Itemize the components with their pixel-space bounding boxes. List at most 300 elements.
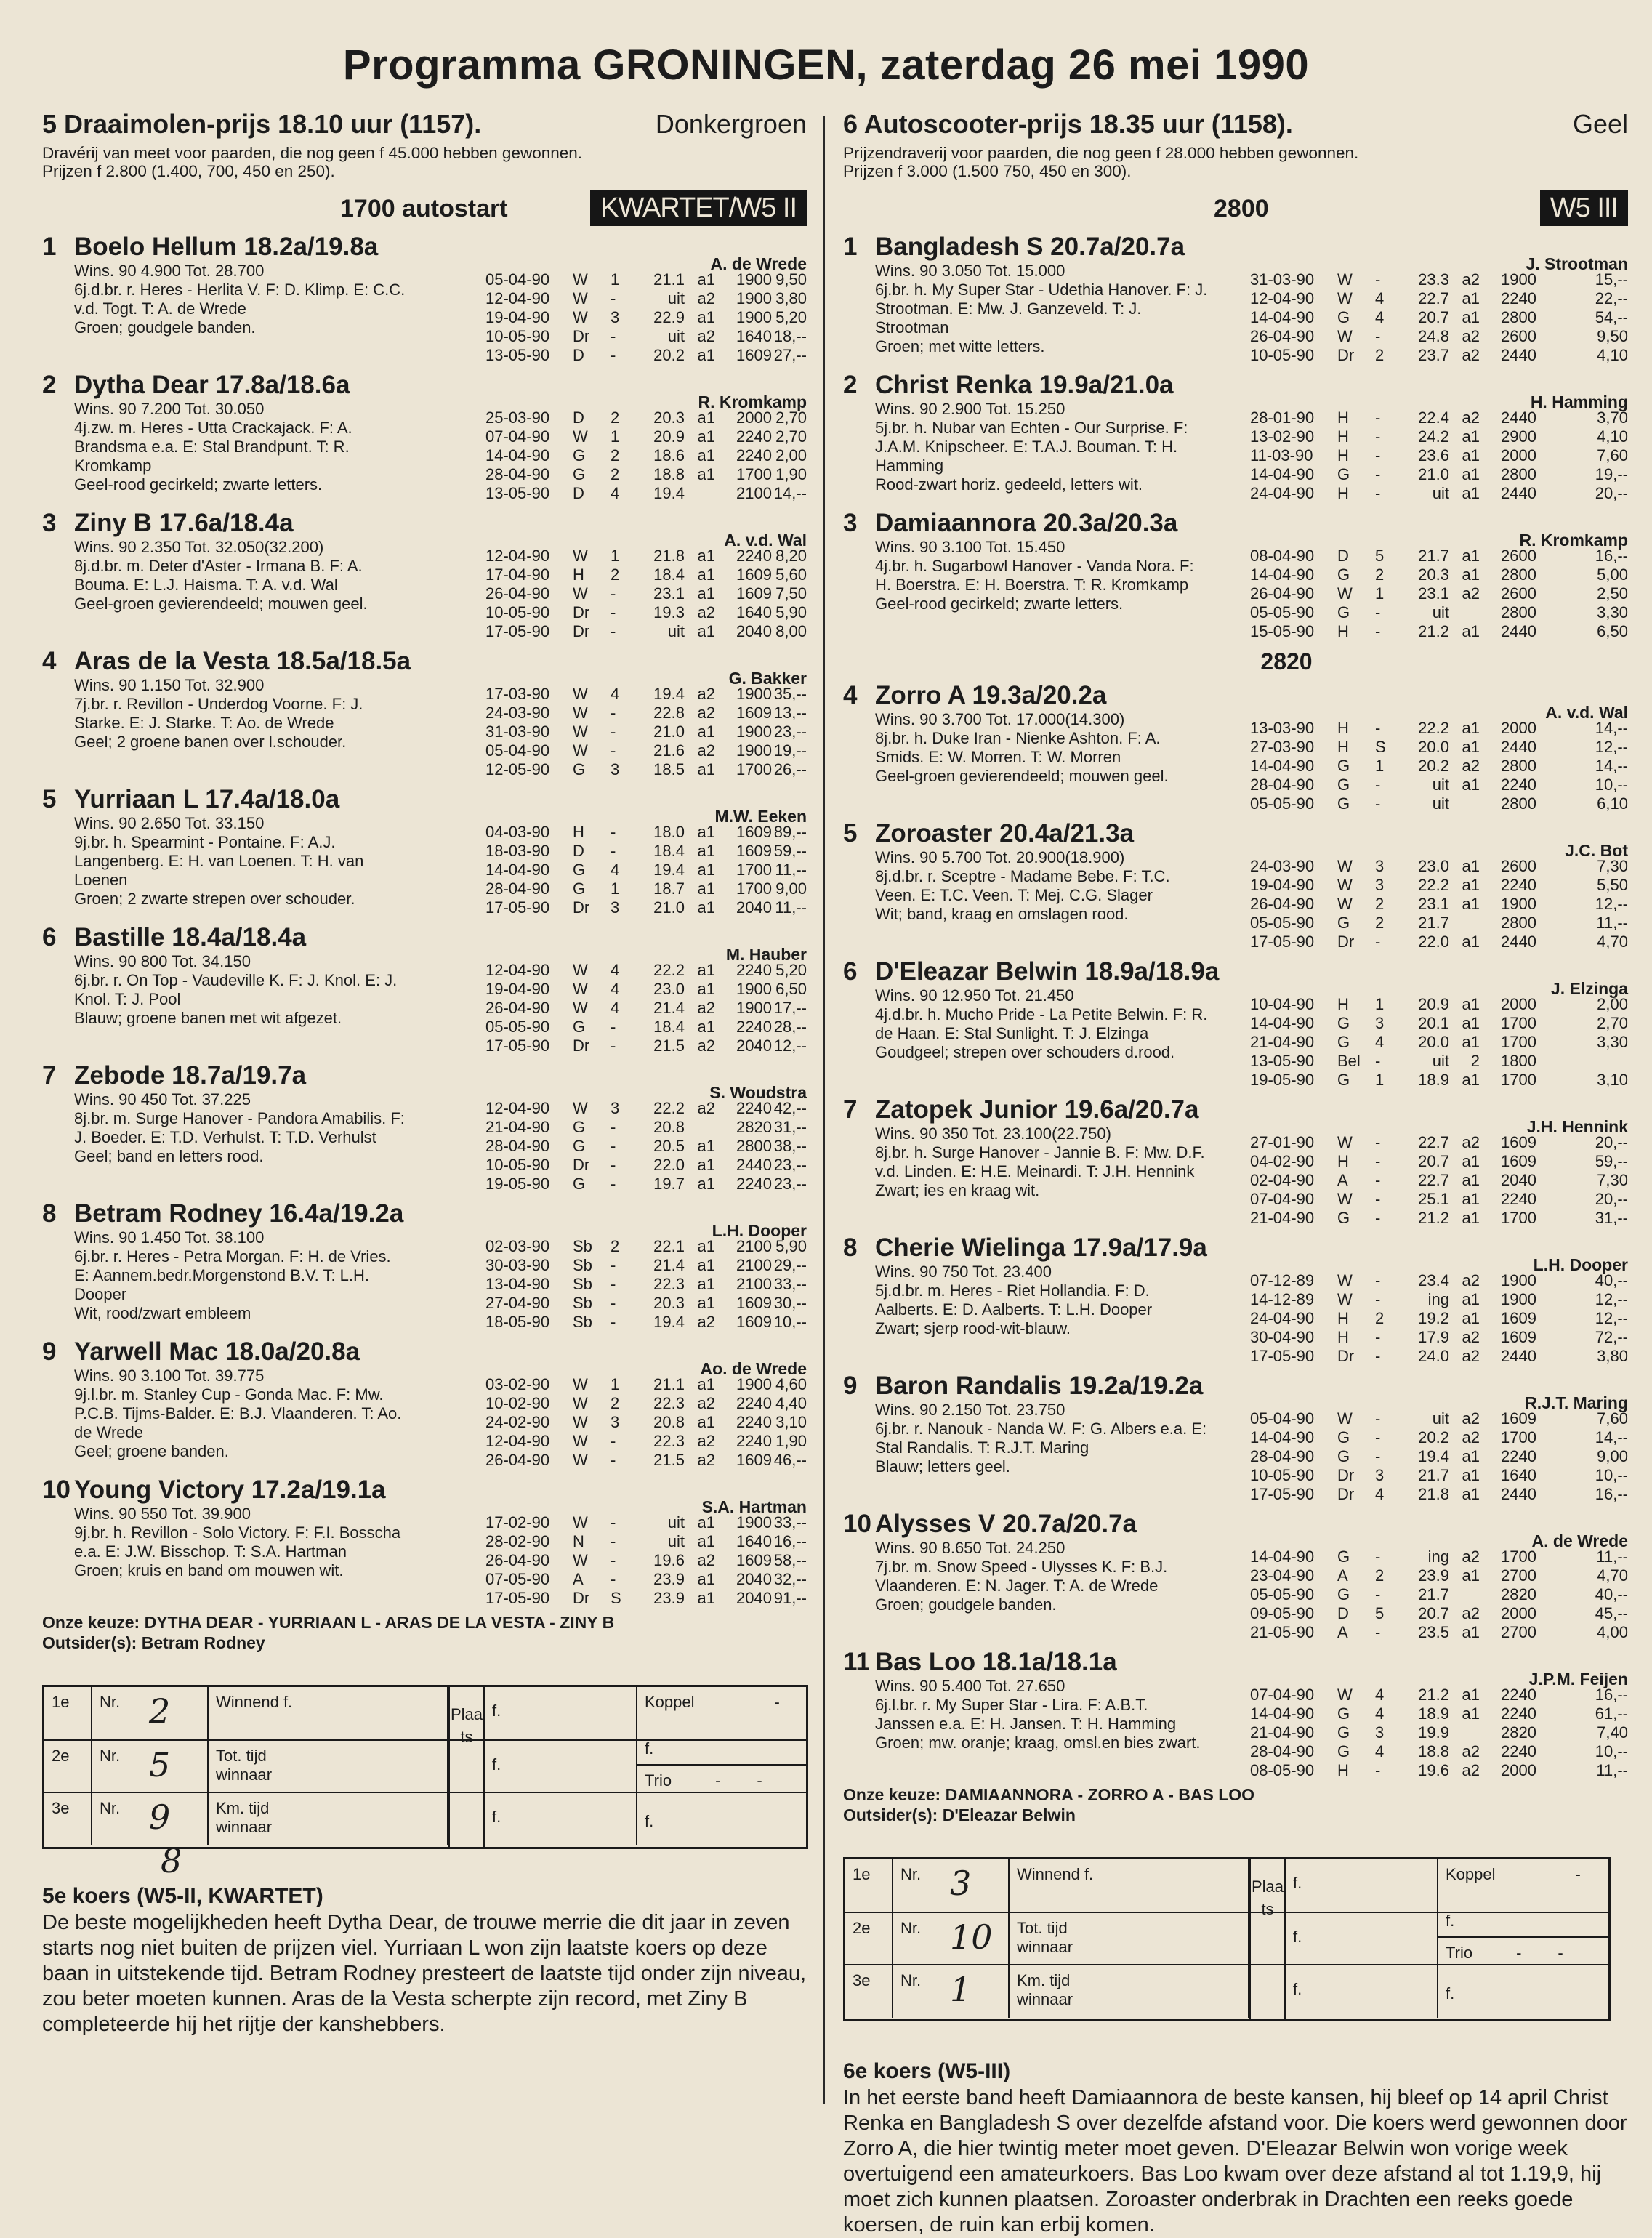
run-start: a1 <box>1462 876 1480 894</box>
page-title: Programma GRONINGEN, zaterdag 26 mei 1990 <box>342 41 1310 89</box>
run-start: a1 <box>1462 1152 1480 1170</box>
horse-details <box>42 1366 485 1470</box>
run-date: 12-04-90 <box>485 289 550 307</box>
run-date: 19-04-90 <box>485 308 550 326</box>
run-place: - <box>611 1313 616 1331</box>
run-place: - <box>1375 408 1381 427</box>
race-prizes: Prijzen f 2.800 (1.400, 700, 450 en 250). <box>42 162 335 180</box>
run-time: 20.9 <box>1418 995 1449 1013</box>
run-odds: 19,-- <box>773 741 807 760</box>
run-place: - <box>1375 1271 1381 1289</box>
run-row <box>485 1256 807 1275</box>
run-start: a1 <box>1462 446 1480 464</box>
run-odds: 16,-- <box>1595 547 1628 565</box>
plaats-f-cell[interactable] <box>485 1687 637 1739</box>
run-place: 1 <box>1375 584 1385 603</box>
run-row <box>1250 1604 1628 1623</box>
run-place: 1 <box>1375 1071 1385 1089</box>
run-time: 21.5 <box>653 1037 685 1055</box>
run-date: 11-03-90 <box>1250 446 1313 464</box>
run-start: a2 <box>697 289 715 307</box>
run-row <box>1250 446 1628 465</box>
run-time: 23.0 <box>653 980 685 998</box>
detail-line: 5j.br. h. Nubar van Echten - Our Surprise. F: <box>875 419 1188 437</box>
run-start: a1 <box>1462 1447 1480 1465</box>
run-place: - <box>611 1451 616 1469</box>
run-date: 17-02-90 <box>485 1513 550 1531</box>
horse-list <box>42 233 807 1608</box>
run-odds: 2,00 <box>775 446 807 464</box>
run-row <box>1250 1428 1628 1447</box>
run-odds: 20,-- <box>1595 484 1628 502</box>
run-row <box>485 584 807 603</box>
run-start: a2 <box>697 741 715 760</box>
run-time: 21.7 <box>1418 914 1449 932</box>
run-time: uit <box>1432 794 1449 813</box>
detail-line: 8j.d.br. m. Deter d'Aster - Irmana B. F: A. <box>74 557 363 575</box>
run-start: a1 <box>697 270 715 289</box>
result-label-1: Km. tijd <box>1017 1971 1071 1989</box>
recent-runs <box>1250 1133 1628 1228</box>
run-time: 19.4 <box>1418 1447 1449 1465</box>
run-track: D <box>1337 547 1349 565</box>
horse-entry <box>843 1095 1628 1228</box>
run-row <box>1250 484 1628 503</box>
run-odds: 59,-- <box>1595 1152 1628 1170</box>
run-track: H <box>1337 1761 1349 1779</box>
run-start: a1 <box>697 1137 715 1155</box>
run-time: 21.2 <box>1418 622 1449 640</box>
run-date: 05-04-90 <box>485 741 550 760</box>
race-color: Donkergroen <box>655 109 807 139</box>
plaats-f-cell[interactable] <box>1286 1913 1438 1965</box>
horse-header <box>42 1061 807 1090</box>
run-distance: 2100 <box>736 484 772 502</box>
trio-cell[interactable] <box>1438 1938 1608 2019</box>
result-label-cell <box>1010 1913 1249 1965</box>
detail-line: J. Boeder. E: T.D. Verhulst. T: T.D. Verhulst <box>74 1128 376 1146</box>
f-label: f. <box>492 1755 501 1774</box>
run-start: a1 <box>1462 1171 1480 1189</box>
run-time: 22.3 <box>653 1432 685 1450</box>
run-time: 20.5 <box>653 1137 685 1155</box>
run-place: - <box>1375 622 1381 640</box>
run-place: 4 <box>1375 289 1385 307</box>
detail-line: 5j.d.br. m. Heres - Riet Hollandia. F: D. <box>875 1281 1150 1300</box>
horse-number: 4 <box>42 647 57 675</box>
dash: - <box>774 1693 780 1711</box>
race-color: Geel <box>1572 109 1628 139</box>
recent-runs <box>1250 1409 1628 1504</box>
run-place: - <box>1375 933 1381 951</box>
run-distance: 1609 <box>736 1294 772 1312</box>
run-time: 21.6 <box>653 741 685 760</box>
commentary-text: De beste mogelijkheden heeft Dytha Dear, de trouwe merrie die dit jaar in zeven starts nog niet buiten de prijzen viel. Yurriaan L won zijn laatste koers op deze baan in uitstekende tijd. Betram Rodney presteert de laatste tijd onder zijn niveau, zou beter moeten kunnen. Aras de la Vesta scherpte zijn record, met Ziny B completeerde hij het rijtje der kanshebbers. <box>42 1911 807 2036</box>
horse-body <box>42 538 807 641</box>
detail-line: 9j.l.br. m. Stanley Cup - Gonda Mac. F: Mw. <box>74 1385 384 1404</box>
run-track: W <box>573 1413 588 1431</box>
run-distance: 2240 <box>1501 1686 1536 1704</box>
handwritten-number: 2 <box>149 1691 171 1731</box>
run-start: a1 <box>1462 719 1480 737</box>
run-track: G <box>1337 914 1350 932</box>
horse-header <box>42 371 807 400</box>
run-time: 21.8 <box>1418 1485 1449 1503</box>
run-place: - <box>611 1570 616 1588</box>
horse-name: Zebode 18.7a/19.7a <box>74 1061 307 1090</box>
horse-name: Cherie Wielinga 17.9a/17.9a <box>875 1233 1207 1262</box>
run-time: 19.6 <box>1418 1761 1449 1779</box>
run-track: G <box>1337 1014 1350 1032</box>
run-date: 04-02-90 <box>1250 1152 1315 1170</box>
run-track: W <box>573 999 588 1017</box>
race-description <box>42 144 807 180</box>
plaats-f-cell[interactable] <box>485 1741 637 1793</box>
run-start: a1 <box>1462 1623 1480 1641</box>
run-start: a2 <box>1462 1604 1480 1622</box>
detail-line: Kromkamp <box>74 456 152 475</box>
detail-line: Geel-groen gevierendeeld; mouwen geel. <box>875 767 1169 785</box>
run-odds: 10,-- <box>1595 1742 1628 1760</box>
run-date: 21-04-90 <box>1250 1209 1315 1227</box>
run-time: 20.1 <box>1418 1014 1449 1032</box>
run-track: G <box>573 446 586 464</box>
horse-entry <box>843 233 1628 365</box>
run-track: G <box>573 861 586 879</box>
run-start: a1 <box>1462 565 1480 584</box>
run-distance: 2040 <box>736 1570 772 1588</box>
horse-entry <box>42 233 807 365</box>
trio-cell[interactable] <box>637 1766 806 1847</box>
run-odds: 12,-- <box>773 1037 807 1055</box>
run-distance: 2600 <box>1501 547 1536 565</box>
run-odds: 3,80 <box>1597 1347 1628 1365</box>
run-track: G <box>573 879 586 898</box>
run-track: W <box>573 980 588 998</box>
horse-name: Damiaannora 20.3a/20.3a <box>875 509 1178 537</box>
run-date: 17-05-90 <box>485 1589 550 1607</box>
run-odds: 5,90 <box>775 603 807 621</box>
run-time: 23.4 <box>1418 1271 1449 1289</box>
run-place: 5 <box>1375 1604 1385 1622</box>
horse-details <box>843 538 1250 641</box>
run-odds: 59,-- <box>773 842 807 860</box>
horse-driver: R.J.T. Maring <box>1525 1393 1628 1412</box>
run-date: 28-04-90 <box>1250 1742 1315 1760</box>
run-start: a1 <box>1462 622 1480 640</box>
run-place: 4 <box>611 861 620 879</box>
run-row <box>1250 876 1628 895</box>
run-date: 09-05-90 <box>1250 1604 1315 1622</box>
run-track: W <box>573 289 588 307</box>
run-date: 02-03-90 <box>485 1237 550 1255</box>
run-odds: 23,-- <box>773 1175 807 1193</box>
run-start <box>685 484 715 503</box>
recent-runs <box>485 823 807 917</box>
result-place-label: 1e <box>44 1687 92 1739</box>
result-nr-field[interactable] <box>92 1687 209 1739</box>
run-track: H <box>1337 995 1349 1013</box>
run-track: D <box>573 484 584 502</box>
run-track: W <box>573 1099 588 1117</box>
run-row <box>1250 1485 1628 1504</box>
result-nr-field[interactable] <box>893 1913 1010 1965</box>
horse-number: 1 <box>42 233 57 261</box>
horse-name: Bas Loo 18.1a/18.1a <box>875 1648 1117 1676</box>
run-time: 22.0 <box>653 1156 685 1174</box>
run-place: - <box>611 1137 616 1155</box>
detail-line: Wins. 90 1.150 Tot. 32.900 <box>74 676 265 694</box>
run-start: a1 <box>1462 427 1480 446</box>
nr-label: Nr. <box>900 1971 922 1989</box>
run-date: 18-03-90 <box>485 842 550 860</box>
run-time: 20.0 <box>1418 1033 1449 1051</box>
recent-runs <box>485 408 807 503</box>
run-odds: 3,70 <box>1597 408 1628 427</box>
detail-line: Wins. 90 5.400 Tot. 27.650 <box>875 1677 1065 1695</box>
run-time: 20.8 <box>653 1413 685 1431</box>
run-row <box>1250 794 1628 813</box>
run-date: 13-03-90 <box>1250 719 1315 737</box>
result-label-2: winnaar <box>216 1766 273 1784</box>
run-start: a1 <box>1462 1290 1480 1308</box>
run-distance: 1609 <box>736 704 772 722</box>
run-row <box>485 980 807 999</box>
horse-name: Bastille 18.4a/18.4a <box>74 923 307 951</box>
run-time: uit <box>667 1532 685 1550</box>
run-start: a1 <box>697 1513 715 1531</box>
run-distance: 2440 <box>1501 346 1536 364</box>
result-nr-field[interactable] <box>893 1859 1010 1912</box>
detail-line: v.d. Linden. E: H.E. Meinardi. T: J.H. Hennink <box>875 1162 1195 1180</box>
result-label-2: winnaar <box>1017 1938 1073 1956</box>
run-odds: 10,-- <box>773 1313 807 1331</box>
run-date: 25-03-90 <box>485 408 550 427</box>
run-odds: 12,-- <box>1595 895 1628 913</box>
horse-body <box>843 400 1628 503</box>
run-date: 17-05-90 <box>485 622 550 640</box>
run-track: H <box>1337 622 1349 640</box>
run-date: 05-05-90 <box>1250 603 1315 621</box>
run-track: H <box>1337 484 1349 502</box>
run-date: 27-01-90 <box>1250 1133 1315 1151</box>
plaats-f-cell[interactable] <box>1286 1859 1438 1912</box>
run-place: - <box>1375 270 1381 289</box>
run-odds: 54,-- <box>1595 308 1628 326</box>
run-distance: 1609 <box>1501 1152 1536 1170</box>
run-start: a1 <box>697 1018 715 1036</box>
distance-row <box>843 186 1628 227</box>
horse-name: Yurriaan L 17.4a/18.0a <box>74 785 340 813</box>
horse-name: Zorro A 19.3a/20.2a <box>875 681 1107 709</box>
horse-driver: R. Kromkamp <box>1519 531 1628 550</box>
koppel-f: f. <box>1446 1912 1455 1930</box>
run-date: 19-05-90 <box>485 1175 550 1193</box>
run-date: 12-04-90 <box>485 547 550 565</box>
run-place: - <box>611 622 616 640</box>
run-place: 3 <box>1375 1466 1385 1484</box>
trio-label <box>1446 1944 1601 1963</box>
run-odds: 6,50 <box>1597 622 1628 640</box>
horse-body <box>42 1505 807 1608</box>
run-odds: 11,-- <box>1596 1547 1628 1566</box>
run-start: a1 <box>697 842 715 860</box>
run-place: - <box>611 1513 616 1531</box>
result-label-1: Tot. tijd <box>1017 1919 1068 1937</box>
run-start: a2 <box>697 1551 715 1569</box>
run-odds: 23,-- <box>773 1156 807 1174</box>
run-date: 23-04-90 <box>1250 1566 1315 1585</box>
horse-details <box>42 1090 485 1194</box>
run-track: Dr <box>573 1156 590 1174</box>
horse-driver: A. de Wrede <box>1531 1531 1628 1550</box>
run-time: 20.7 <box>1418 1604 1449 1622</box>
run-date: 27-04-90 <box>485 1294 550 1312</box>
race-prizes: Prijzen f 3.000 (1.500 750, 450 en 300). <box>843 162 1132 180</box>
horse-driver: M. Hauber <box>725 945 807 964</box>
run-odds: 89,-- <box>773 823 807 841</box>
horse-name: Yarwell Mac 18.0a/20.8a <box>74 1337 360 1366</box>
detail-line: Janssen e.a. E: H. Jansen. T: H. Hamming <box>875 1715 1177 1733</box>
run-start <box>1449 794 1480 813</box>
result-nr-field[interactable] <box>92 1793 209 1845</box>
detail-line: Veen. E: T.C. Veen. T: Mej. C.G. Slager <box>875 886 1153 904</box>
horse-driver: J.P.M. Feijen <box>1528 1670 1628 1688</box>
horse-entry <box>42 1476 807 1608</box>
nr-label: Nr. <box>100 1747 121 1765</box>
outsider-text: Outsider(s): Betram Rodney <box>42 1633 265 1652</box>
result-nr-field[interactable] <box>92 1741 209 1793</box>
recent-runs <box>485 1513 807 1608</box>
run-time: 18.7 <box>653 879 685 898</box>
dash: - <box>1558 1944 1563 1962</box>
f-label: f. <box>1293 1874 1302 1892</box>
run-date: 17-03-90 <box>485 685 550 703</box>
run-time: 21.0 <box>653 722 685 741</box>
run-time: 21.2 <box>1418 1209 1449 1227</box>
run-track: Dr <box>1337 346 1355 364</box>
trio-text: Trio <box>1446 1944 1473 1962</box>
horse-entry <box>42 1337 807 1470</box>
run-start: a1 <box>697 1256 715 1274</box>
run-track: H <box>1337 427 1349 446</box>
run-date: 10-05-90 <box>485 327 550 345</box>
run-track: Dr <box>1337 1466 1355 1484</box>
run-distance: 2100 <box>736 1256 772 1274</box>
trio-f: f. <box>1446 1984 1455 2002</box>
run-date: 31-03-90 <box>1250 270 1315 289</box>
result-nr-field[interactable] <box>893 1965 1010 2018</box>
handwritten-number: 3 <box>950 1864 972 1903</box>
run-row <box>1250 738 1628 757</box>
run-date: 26-04-90 <box>485 999 550 1017</box>
run-time: 21.1 <box>653 270 685 289</box>
run-distance: 1900 <box>736 1375 772 1393</box>
run-distance: 1640 <box>736 1532 772 1550</box>
run-odds: 9,00 <box>1597 1447 1628 1465</box>
detail-line: Groen; goudgele banden. <box>74 318 256 337</box>
detail-line: Bouma. E: L.J. Haisma. T: A. v.d. Wal <box>74 576 338 594</box>
horse-header <box>843 1233 1628 1263</box>
run-odds: 2,00 <box>1597 995 1628 1013</box>
horse-driver: J.C. Bot <box>1565 841 1628 860</box>
horse-body <box>42 400 807 503</box>
run-date: 28-01-90 <box>1250 408 1315 427</box>
plaats-f-cell[interactable] <box>1286 1965 1438 2018</box>
run-date: 05-05-90 <box>1250 794 1315 813</box>
run-distance: 2240 <box>736 1432 772 1450</box>
run-place: - <box>611 603 616 621</box>
detail-line: Groen; met witte letters. <box>875 337 1045 355</box>
run-start: a2 <box>1462 346 1480 364</box>
koppel-cell[interactable] <box>1438 1859 1608 1938</box>
run-odds: 14,-- <box>1595 719 1628 737</box>
run-date: 14-04-90 <box>1250 1547 1315 1566</box>
horse-body <box>42 1366 807 1470</box>
detail-line: Groen; goudgele banden. <box>875 1595 1057 1614</box>
detail-line: Geel-rood gecirkeld; zwarte letters. <box>74 475 323 494</box>
run-start: a1 <box>697 1156 715 1174</box>
run-distance: 2240 <box>1501 1704 1536 1723</box>
run-distance: 2040 <box>736 898 772 917</box>
run-track: G <box>573 1137 586 1155</box>
horse-name: Ziny B 17.6a/18.4a <box>74 509 294 537</box>
detail-line: Smids. E: W. Morren. T: W. Morren <box>875 748 1121 766</box>
run-date: 07-04-90 <box>1250 1190 1315 1208</box>
horse-number: 7 <box>843 1095 858 1124</box>
run-row <box>485 999 807 1018</box>
koppel-cell[interactable] <box>637 1687 806 1766</box>
horse-entry <box>42 371 807 503</box>
run-place: 2 <box>611 565 620 584</box>
run-track: W <box>573 547 588 565</box>
horse-entry <box>42 1061 807 1194</box>
run-start: a1 <box>697 547 715 565</box>
run-place: - <box>1375 1347 1381 1365</box>
run-distance: 2800 <box>1501 914 1536 932</box>
run-start: a1 <box>697 1532 715 1550</box>
run-date: 13-02-90 <box>1250 427 1315 446</box>
run-odds: 11,-- <box>775 898 807 917</box>
run-distance: 2240 <box>736 446 772 464</box>
koppel-text: Koppel <box>645 1693 695 1711</box>
outsider-text: Outsider(s): D'Eleazar Belwin <box>843 1806 1076 1824</box>
run-distance: 1900 <box>1501 895 1536 913</box>
run-time: 20.7 <box>1418 308 1449 326</box>
run-start: a1 <box>697 1570 715 1588</box>
run-track: D <box>1337 1604 1349 1622</box>
run-time: uit <box>667 1513 685 1531</box>
run-track: W <box>1337 584 1353 603</box>
run-date: 19-04-90 <box>1250 876 1315 894</box>
plaats-f-cell[interactable] <box>485 1793 637 1845</box>
run-start: a2 <box>697 1099 715 1117</box>
run-start: a1 <box>1462 465 1480 483</box>
horse-header <box>843 957 1628 986</box>
run-track: W <box>573 1375 588 1393</box>
run-start: a1 <box>1462 547 1480 565</box>
detail-line: Strootman. E: Mw. J. Ganzeveld. T: J. <box>875 299 1142 318</box>
run-date: 14-12-89 <box>1250 1290 1315 1308</box>
run-odds: 9,50 <box>1597 327 1628 345</box>
horse-details <box>843 1401 1250 1504</box>
run-odds: 31,-- <box>1595 1209 1628 1227</box>
bet-type-badge: W5 III <box>1540 190 1628 226</box>
result-place-label: 3e <box>845 1965 893 2018</box>
run-track: G <box>1337 603 1350 621</box>
horse-details <box>843 848 1250 951</box>
run-place: - <box>1375 1428 1381 1446</box>
